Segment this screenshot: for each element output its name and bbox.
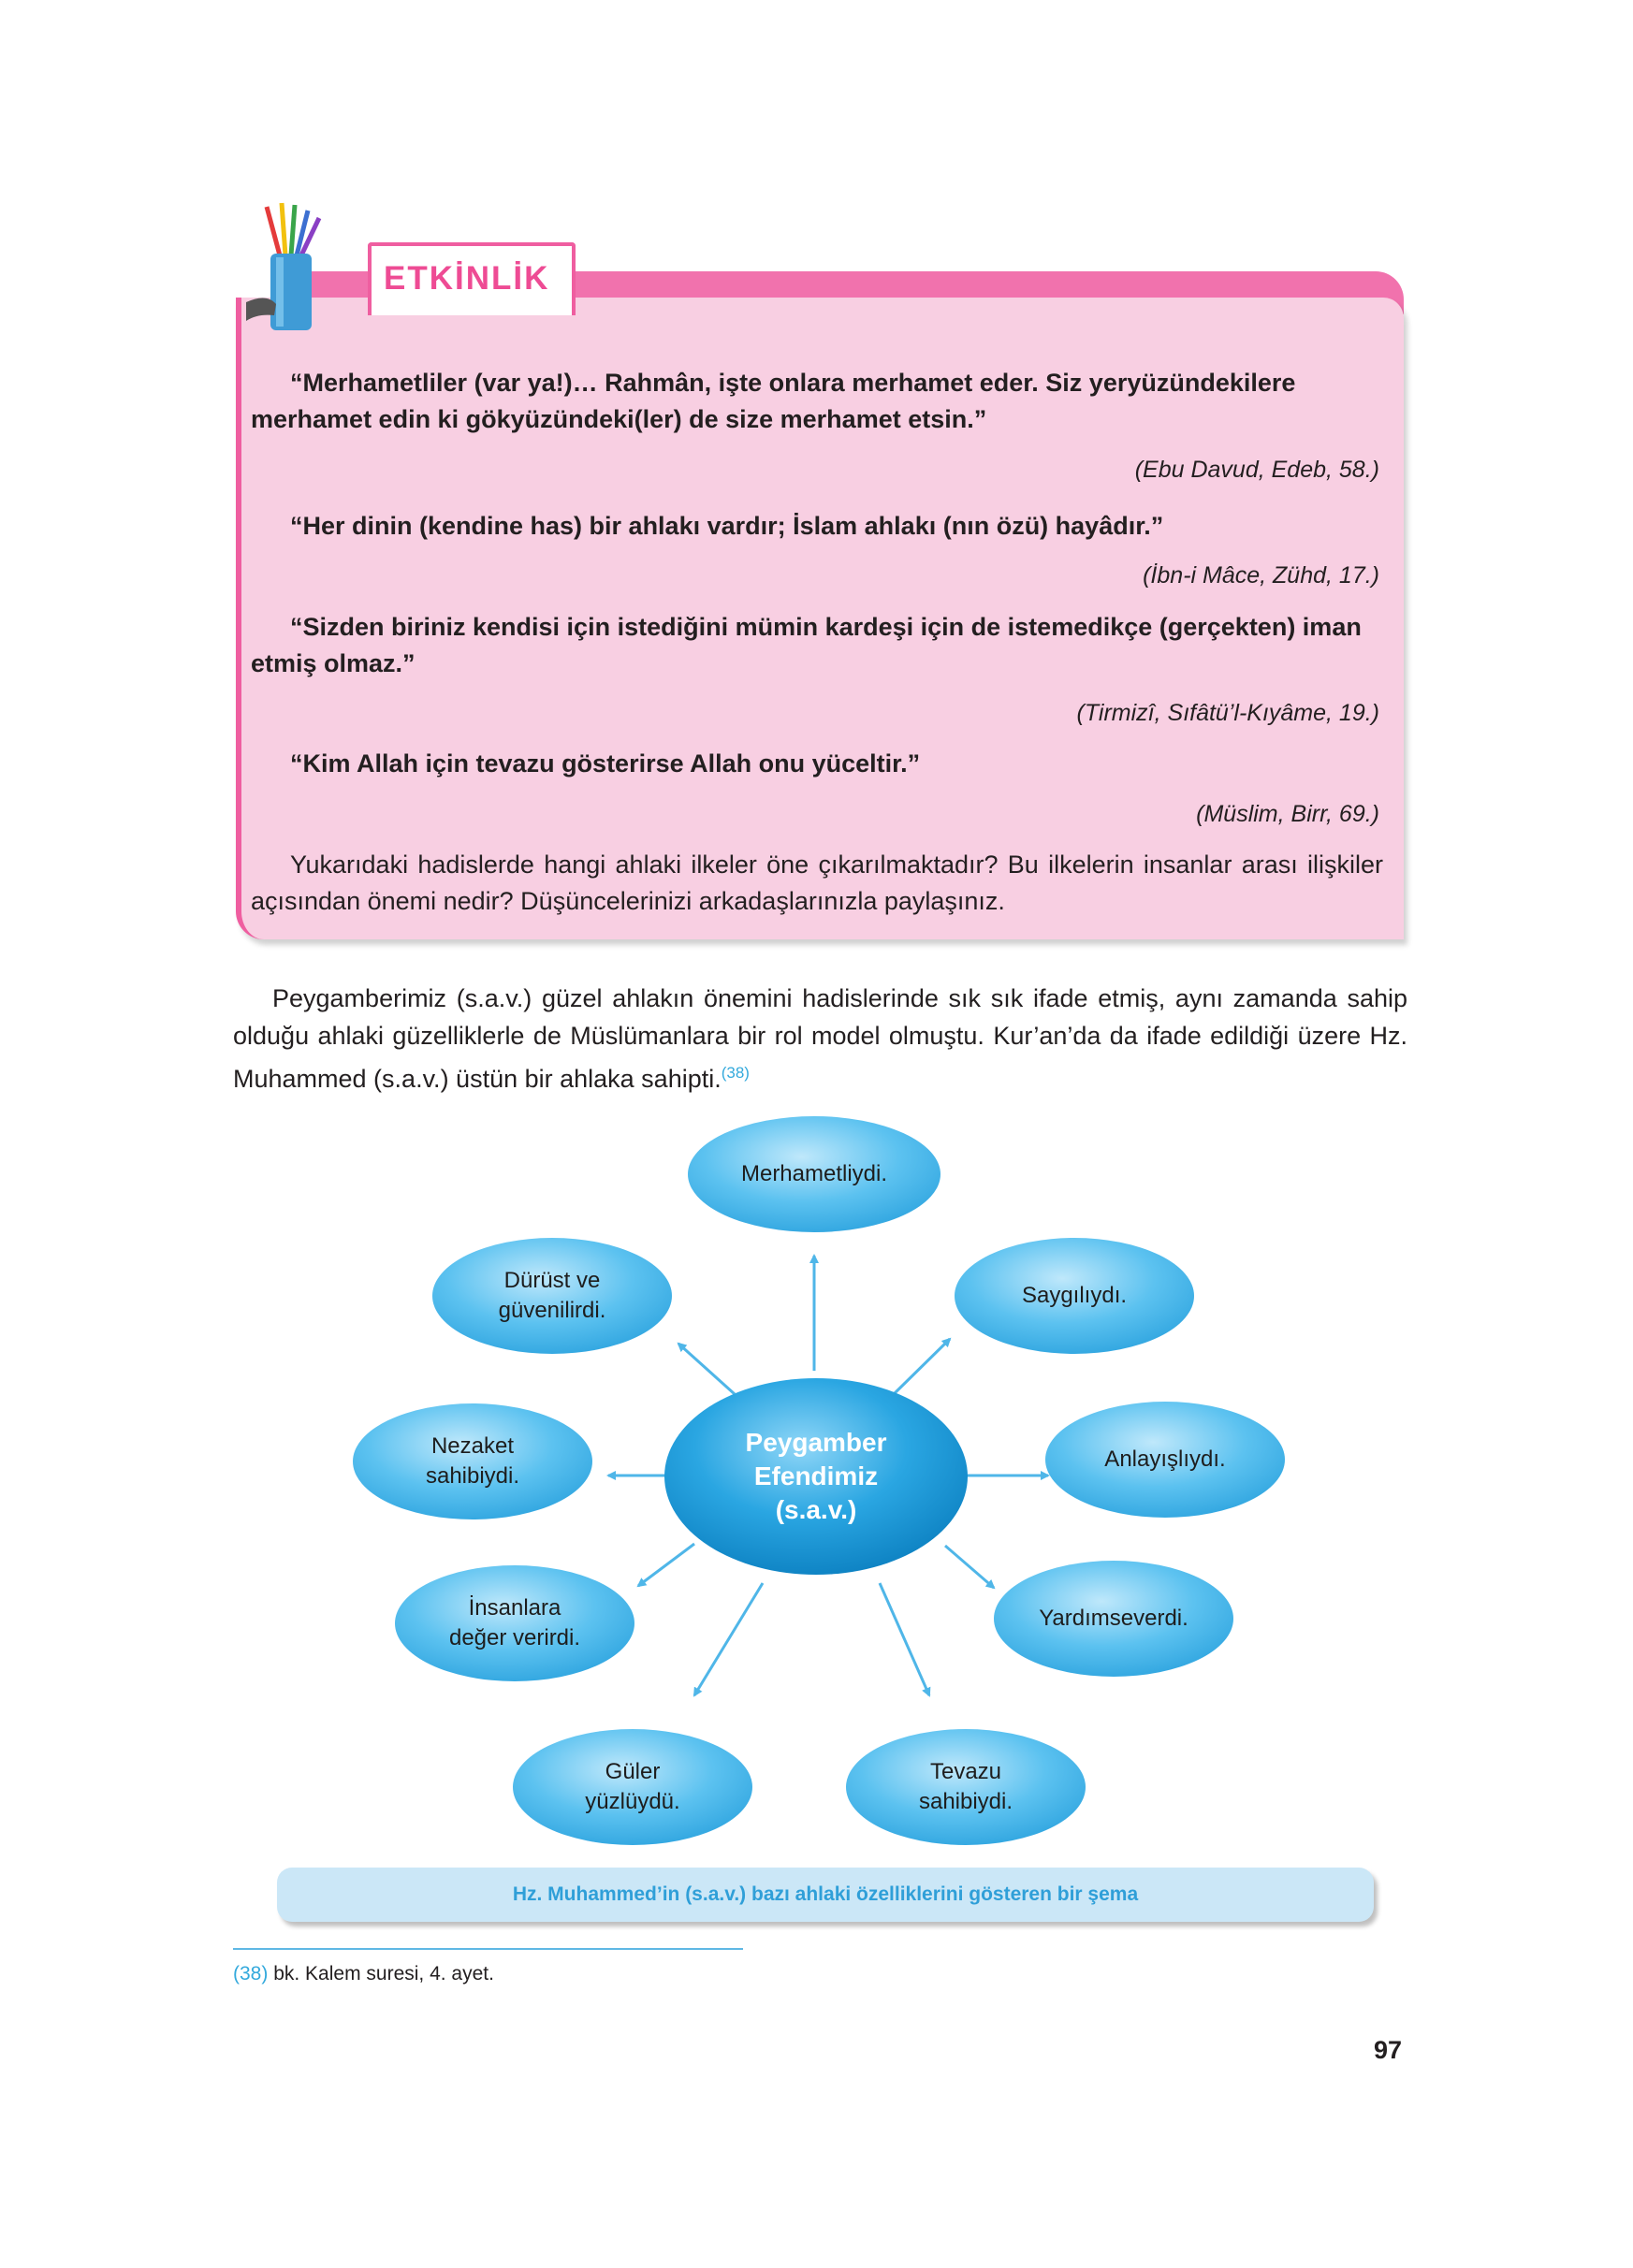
footnote-number: (38) [233,1963,269,1985]
footnote-text: bk. Kalem suresi, 4. ayet. [268,1963,494,1985]
quote-4: “Kim Allah için tevazu gösterirse Allah onu yüceltir.” [290,749,921,778]
activity-question: Yukarıdaki hadislerde hangi ahlaki ilkeler öne çıkarılmaktadır? Bu ilkelerin insanlar arası ilişkiler açısından önemi nedir? Düşüncelerinizi arkadaşlarınızla paylaşınız. [251,850,1383,915]
label-center: Peygamber Efendimiz (s.a.v.) [745,1428,887,1524]
arrow-tevazu [880,1583,929,1695]
body-paragraph: Peygamberimiz (s.a.v.) güzel ahlakın önemini hadislerinde sık sık ifade etmiş, aynı zamanda sahip olduğu ahlaki güzelliklerle de Müslümanlara bir rol model olmuştu. Kur’an’da da ifade edildiği üzere Hz. Muhammed (s.a.v.) üstün bir ahlaka sahipti.$^{(38)}$ [233,984,1407,1093]
quote-3: “Sizden biriniz kendisi için istediğini mümin kardeşi için de istemedikçe (gerçekten) iman etmiş olmaz.” [251,613,1362,677]
page-number: 97 [1374,2036,1403,2064]
label-durust: Dürüst ve güvenilirdi. [498,1268,606,1323]
quote-2: “Her dinin (kendine has) bir ahlakı vardır; İslam ahlakı (nın özü) hayâdır.” [290,512,1164,540]
footnote-reference[interactable]: (38) [721,1064,750,1082]
activity-title: ETKİNLİK [384,260,550,297]
quote-3-source: (Tirmizî, Sıfâtü’l-Kıyâme, 19.) [1076,700,1379,726]
label-anlayisliydi: Anlayışlıydı. [1104,1447,1226,1472]
label-insanlara: İnsanlara değer verirdi. [448,1595,581,1650]
quote-1-source: (Ebu Davud, Edeb, 58.) [1134,457,1379,483]
label-guler: Güler yüzlüydü. [585,1759,680,1814]
arrow-yardimseverdi [945,1546,994,1588]
label-yardimseverdi: Yardımseverdi. [1039,1606,1188,1631]
quote-2-source: (İbn-i Mâce, Zühd, 17.) [1143,562,1379,589]
arrow-saygiliydi [894,1339,950,1394]
label-nezaket: Nezaket sahibiydi. [425,1433,520,1489]
arrow-durust [678,1344,735,1394]
label-tevazu: Tevazu sahibiydi. [918,1759,1013,1814]
quote-1: “Merhametliler (var ya!)… Rahmân, işte onlara merhamet eder. Siz yeryüzündekilere merhamet edin ki gökyüzündeki(ler) de size merhamet etsin.” [251,369,1296,433]
quote-4-source: (Müslim, Birr, 69.) [1196,801,1379,827]
label-merhametliydi: Merhametliydi. [740,1161,888,1186]
arrow-insanlara [638,1544,694,1586]
label-saygiliydi: Saygılıydı. [1021,1283,1128,1308]
pencil-cup-icon [239,199,342,340]
diagram-caption: Hz. Muhammed’in (s.a.v.) bazı ahlaki özelliklerini gösteren bir şema [512,1883,1139,1905]
arrow-guler [694,1583,763,1695]
